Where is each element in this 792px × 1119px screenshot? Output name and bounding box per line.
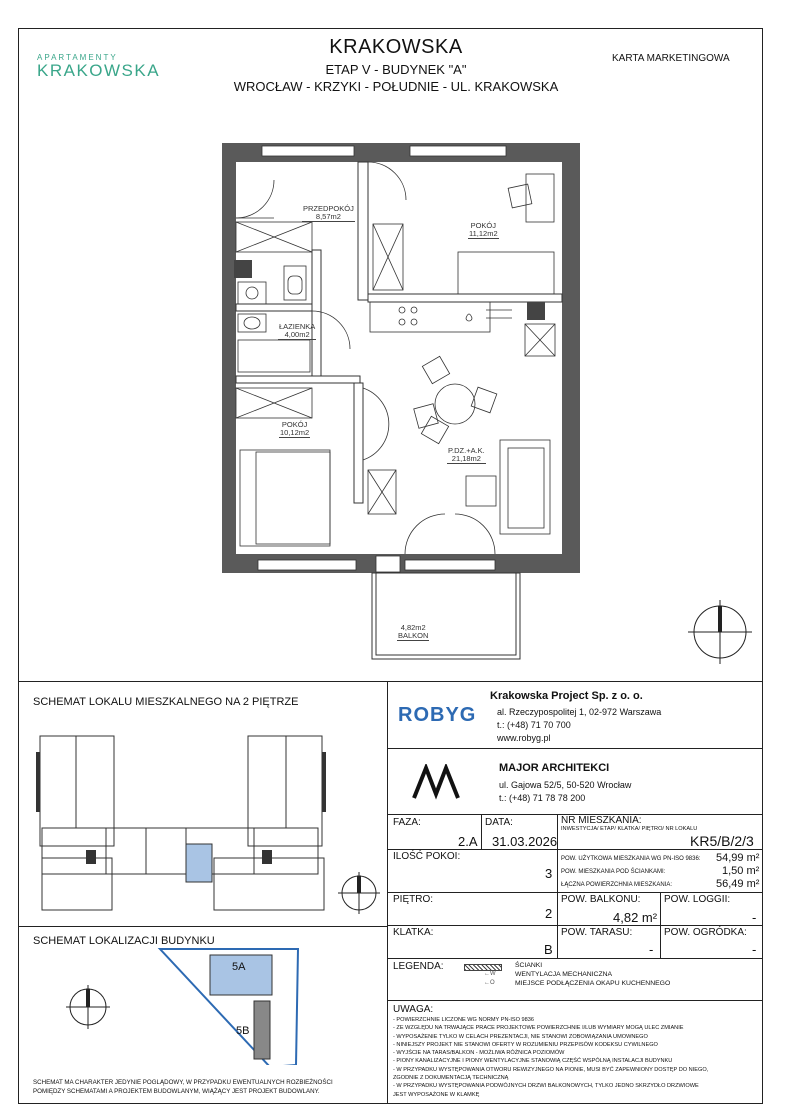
building-schema-title: SCHEMAT LOKALIZACJI BUDYNKU — [33, 935, 215, 947]
investor-web[interactable]: www.robyg.pl — [497, 733, 551, 743]
north-arrow-small-icon — [336, 870, 382, 916]
kitchen — [370, 302, 512, 332]
notes-list: - POWIERZCHNIE LICZONE WG NORMY PN-ISO 9836 - ZE WZGLĘDU NA TRWAJĄCE PRACE PROJEKTOWE POWIERZCHNIE I/LUB WYMIARY MOGĄ ULEC ZMIANIE - WYPOSAŻENIE TYLKO W CELACH PREZENTACJI, NIE STANOWI ZOBOWIĄZANIA UMOWNEGO - NINIEJSZY PROJEKT NIE STANOWI OFERTY W ROZUMIENIU PRZEPISÓW KODEKSU CYWILNEGO - WYJŚCIE NA TARAS/BALKON - MOŻLIWA RÓŻNICA POZIOMÓW - PIONY KANALIZACYJNE I PIONY WENTYLACYJNE STANOWIĄ CZĘŚĆ WSPÓLNĄ INSTALACJI BUDYNKU - W PRZYPADKU WYSTĘPOWANIA OTWORU REWIZYJNEGO NA PIONIE, MUSI BYĆ ZAPEWNIONY DOSTĘP DO NIEGO, ZGODNIE Z DOKUMENTACJĄ TECHNICZNĄ - W PRZYPADKU WYSTĘPOWANIA PODWÓJNYCH DRZWI BALKONOWYCH, TYLKO JEDNO SKRZYDŁO DRZWIOWE JEST WYPOSAŻONE W KLAMKĘ — [393, 1017, 709, 1098]
room-label-bathroom: ŁAZIENKA 4,00m2 — [279, 322, 316, 339]
disclaimer: SCHEMAT MA CHARAKTER JEDYNIE POGLĄDOWY, W PRZYPADKU EWENTUALNYCH ROZBIEŻNOŚCI POMIĘDZY SCHEMATAMI A PROJEKTEM BUDOWLANYM, WIĄŻĄCY JEST PROJEKT BUDOWLANY. — [33, 1079, 333, 1095]
divider — [387, 748, 763, 749]
north-arrow-icon — [688, 600, 752, 664]
terrace-area-label: POW. TARASU: — [561, 927, 633, 938]
entry-opening — [236, 162, 250, 218]
ventilation-arrow-icon: ←W — [484, 971, 496, 977]
unit-number-value: KR5/B/2/3 — [690, 833, 754, 849]
faza-label: FAZA: — [393, 817, 421, 828]
balcony — [372, 573, 520, 659]
building-5b-label: 5B — [236, 1025, 250, 1037]
building-5a-label: 5A — [232, 961, 246, 973]
date-label: DATA: — [485, 817, 513, 828]
divider — [660, 892, 661, 958]
wall-hatch-icon — [464, 964, 502, 971]
divider — [387, 958, 763, 959]
room-label-living: P.DZ.+A.K. 21,18m2 — [448, 446, 485, 463]
marketing-card-label: KARTA MARKETINGOWA — [612, 53, 730, 64]
faza-value: 2.A — [458, 834, 478, 849]
room-label-balcony: 4,82m2 BALKON — [398, 623, 429, 640]
divider — [387, 892, 763, 893]
shaft — [234, 260, 252, 278]
notes-title: UWAGA: — [393, 1004, 434, 1015]
divider — [387, 849, 763, 850]
shaft — [527, 302, 545, 320]
divider — [557, 814, 558, 958]
investor-phone: t.: (+48) 71 70 700 — [497, 720, 571, 730]
investor-name: Krakowska Project Sp. z o. o. — [490, 690, 643, 702]
usable-area-label: POW. UŻYTKOWA MIESZKANIA WG PN-ISO 9836: — [561, 856, 701, 862]
staircase-value: B — [544, 942, 553, 957]
logo-small-text: APARTAMENTY — [37, 53, 118, 62]
room-label-hall: PRZEDPOKÓJ 8,57m2 — [303, 204, 354, 221]
bedroom-furniture — [240, 174, 554, 546]
divider — [18, 681, 763, 682]
slope-area-value: 1,50 m² — [722, 865, 760, 877]
legend-walls: ŚCIANKI — [515, 962, 543, 969]
usable-area-value: 54,99 m² — [716, 852, 760, 864]
building-schema — [60, 945, 300, 1065]
rooms-count-value: 3 — [545, 866, 553, 881]
divider — [481, 814, 482, 849]
slope-area-label: POW. MIESZKANIA POD ŚCIANKAMI: — [561, 869, 666, 875]
architect-address: ul. Gajowa 52/5, 50-520 Wrocław — [499, 780, 632, 790]
page-title: KRAKOWSKA — [329, 36, 463, 58]
robyg-logo: ROBYG — [398, 704, 477, 726]
logo-big-text: KRAKOWSKA — [37, 61, 161, 80]
investor-address: al. Rzeczypospolitej 1, 02-972 Warszawa — [497, 707, 662, 717]
architect-phone: t.: (+48) 71 78 78 200 — [499, 793, 586, 803]
balcony-area-value: 4,82 m² — [613, 910, 658, 925]
room-label-room2: POKÓJ 10,12m2 — [280, 420, 310, 437]
staircase-label: KLATKA: — [393, 927, 434, 938]
date-value: 31.03.2026 — [492, 834, 558, 849]
windows — [258, 146, 506, 572]
floor-label: PIĘTRO: — [393, 894, 434, 905]
garden-area-value: - — [752, 942, 757, 957]
major-logo-icon — [412, 764, 462, 800]
floor-schema-title: SCHEMAT LOKALU MIESZKALNEGO NA 2 PIĘTRZE — [33, 696, 299, 708]
legend-hood: MIEJSCE PODŁĄCZENIA OKAPU KUCHENNEGO — [515, 980, 671, 987]
legend-ventilation: WENTYLACJA MECHANICZNA — [515, 971, 613, 978]
floor-value: 2 — [545, 906, 553, 921]
unit-highlight — [186, 844, 212, 882]
rooms-count-label: ILOŚĆ POKOI: — [393, 851, 461, 862]
divider — [387, 1000, 763, 1001]
unit-number-sublabel: INWESTYCJA/ ETAP/ KLATKA/ PIĘTRO/ NR LOKALU — [561, 826, 698, 832]
total-area-value: 56,49 m² — [716, 878, 760, 890]
loggia-area-value: - — [752, 910, 757, 925]
loggia-area-label: POW. LOGGII: — [664, 894, 731, 905]
balcony-area-label: POW. BALKONU: — [561, 894, 641, 905]
north-arrow-building-icon — [66, 985, 110, 1029]
floor-schema — [36, 732, 336, 914]
hood-arrow-icon: ←O — [484, 980, 495, 986]
divider — [387, 925, 763, 926]
garden-area-label: POW. OGRÓDKA: — [664, 927, 747, 938]
architect-name: MAJOR ARCHITEKCI — [499, 762, 610, 774]
bathroom-fixtures — [238, 266, 310, 372]
divider — [18, 926, 388, 927]
location-subtitle: WROCŁAW - KRZYKI - POŁUDNIE - UL. KRAKOWSKA — [233, 79, 559, 94]
total-area-label: ŁĄCZNA POWIERZCHNIA MIESZKANIA: — [561, 882, 673, 888]
room-label-room1: POKÓJ 11,12m2 — [469, 221, 498, 238]
stage-subtitle: ETAP V - BUDYNEK "A" — [325, 62, 467, 77]
terrace-area-value: - — [649, 942, 654, 957]
legend-title: LEGENDA: — [393, 961, 444, 972]
unit-number-label: NR MIESZKANIA: — [561, 815, 642, 826]
